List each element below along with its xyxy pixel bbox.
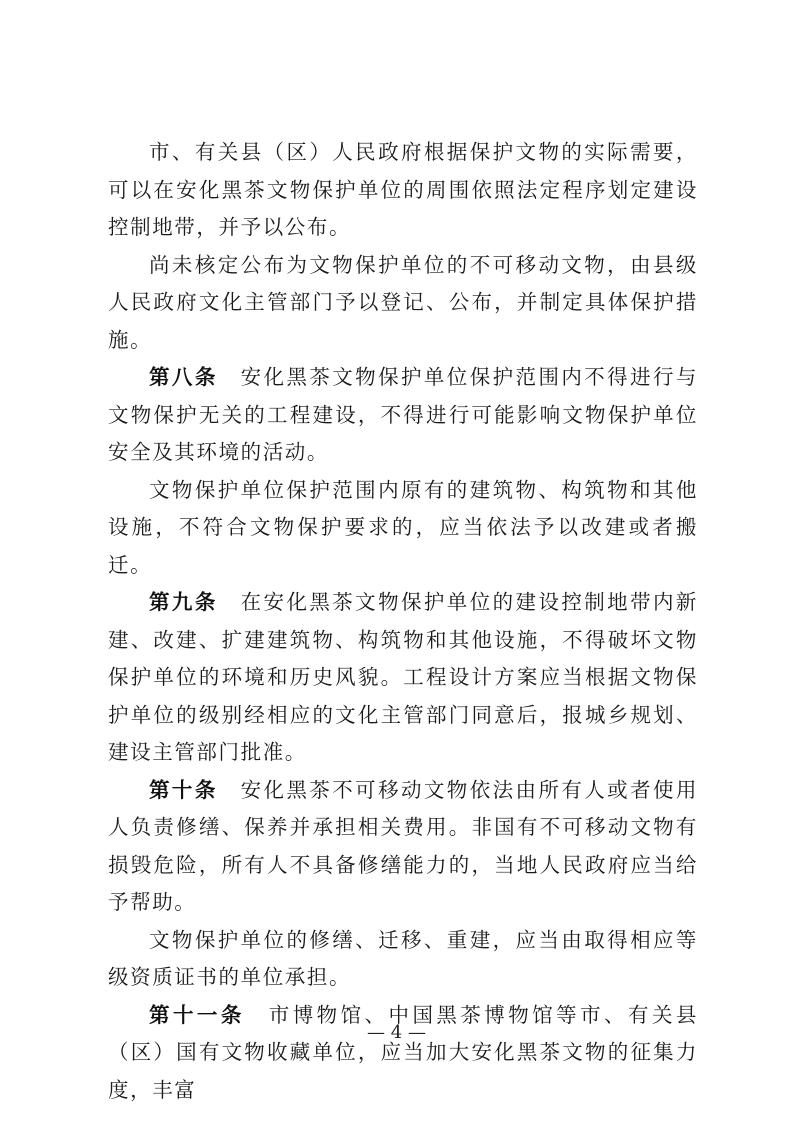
article-heading: 第十条 [149,777,218,802]
paragraph-text: 尚未核定公布为文物保护单位的不可移动文物，由县级人民政府文化主管部门予以登记、公布，并制定具体保护措施。 [108,252,698,352]
paragraph-text: 安化黑茶不可移动文物依法由所有人或者使用人负责修缮、保养并承担相关费用。非国有不可移动文物有损毁危险，所有人不具备修缮能力的，当地人民政府应当给予帮助。 [108,777,698,914]
paragraph-text: 市博物馆、中国黑茶博物馆等市、有关县（区）国有文物收藏单位，应当加大安化黑茶文物的征集力度，丰富 [108,1002,699,1102]
article-heading: 第十一条 [149,1002,245,1027]
paragraph [108,584,698,772]
body-text [108,134,698,1109]
paragraph [108,772,698,922]
paragraph-text: 文物保护单位的修缮、迁移、重建，应当由取得相应等级资质证书的单位承担。 [108,927,698,989]
paragraph [108,359,698,472]
paragraph [108,134,698,247]
paragraph-text: 在安化黑茶文物保护单位的建设控制地带内新建、改建、扩建建筑物、构筑物和其他设施，不得破坏文物保护单位的环境和历史风貌。工程设计方案应当根据文物保护单位的级别经相应的文化主管部门同意后，报城乡规划、建设主管部门批准。 [108,590,698,764]
article-heading: 第九条 [149,590,218,614]
paragraph [108,247,698,360]
article-heading: 第八条 [149,365,218,389]
paragraph-text: 安化黑茶文物保护单位保护范围内不得进行与文物保护无关的工程建设，不得进行可能影响文物保护单位安全及其环境的活动。 [108,365,698,464]
paragraph [108,997,698,1110]
paragraph-text: 文物保护单位保护范围内原有的建筑物、构筑物和其他设施，不符合文物保护要求的，应当依法予以改建或者搬迁。 [108,477,698,577]
paragraph [108,922,698,997]
paragraph [108,472,698,585]
paragraph-text: 市、有关县（区）人民政府根据保护文物的实际需要，可以在安化黑茶文物保护单位的周围依照法定程序划定建设控制地带，并予以公布。 [108,140,698,239]
page-number: — 4 — [367,1022,426,1043]
